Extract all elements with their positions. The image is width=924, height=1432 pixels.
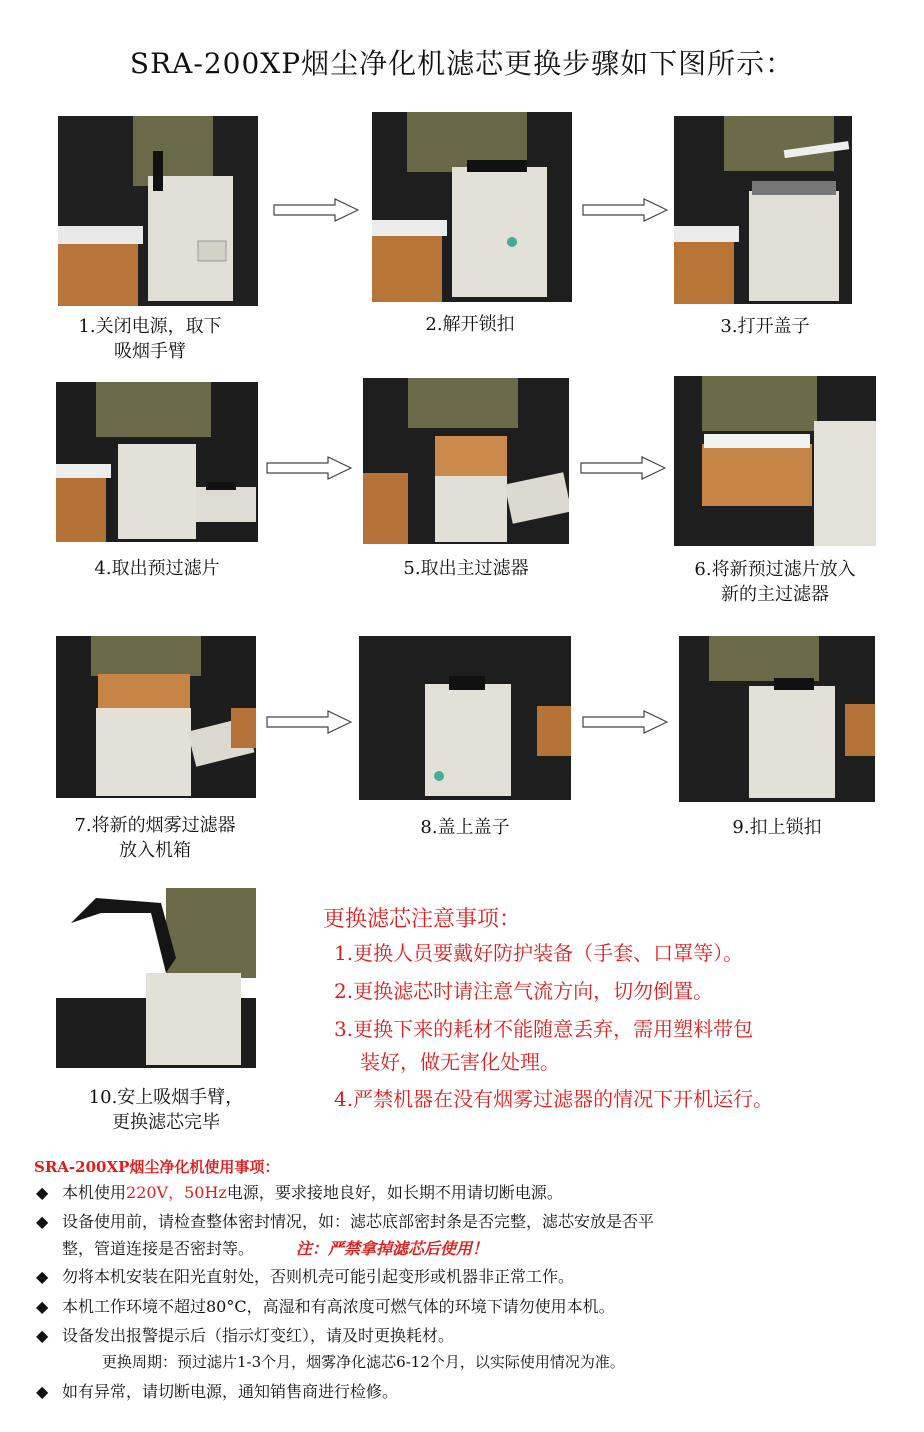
step-8-caption: 8.盖上盖子 — [420, 817, 510, 838]
step-7-caption: 7.将新的烟雾过滤器 放入机箱 — [74, 815, 236, 861]
arrow-right-icon — [266, 710, 352, 734]
note-3-continued: 装好，做无害化处理。 — [360, 1050, 560, 1074]
step-9-caption: 9.扣上锁扣 — [732, 817, 822, 838]
usage-item-5: ◆ 设备发出报警提示后（指示灯变红），请及时更换耗材。 — [36, 1326, 455, 1345]
diamond-bullet-icon: ◆ — [36, 1382, 49, 1401]
step-4-photo — [56, 382, 258, 542]
step-7-photo — [56, 636, 256, 798]
note-3: 3.更换下来的耗材不能随意丢弃，需用塑料带包 — [334, 1017, 754, 1041]
voltage-highlight: 220V，50Hz — [126, 1183, 227, 1202]
step-9-photo — [679, 636, 875, 802]
arrow-right-icon — [273, 198, 359, 222]
diamond-bullet-icon: ◆ — [36, 1297, 49, 1316]
usage-item-2-continued: 整，管道连接是否密封等。 注：严禁拿掉滤芯后使用！ — [62, 1239, 489, 1258]
note-1: 1.更换人员要戴好防护装备（手套、口罩等）。 — [334, 941, 744, 965]
step-6-photo — [674, 376, 876, 546]
page-title: SRA-200XP烟尘净化机滤芯更换步骤如下图所示： — [129, 47, 795, 80]
arrow-right-icon — [582, 198, 668, 222]
usage-title: SRA-200XP烟尘净化机使用事项： — [34, 1158, 280, 1176]
usage-item-2: ◆ 设备使用前，请检查整体密封情况，如：滤芯底部密封条是否完整，滤芯安放是否平 — [36, 1212, 655, 1231]
step-8-photo — [359, 636, 571, 800]
note-2: 2.更换滤芯时请注意气流方向，切勿倒置。 — [334, 979, 714, 1003]
warning-note: 注：严禁拿掉滤芯后使用！ — [296, 1239, 489, 1258]
arrow-right-icon — [580, 456, 666, 480]
notes-title: 更换滤芯注意事项： — [323, 907, 522, 932]
step-6-caption: 6.将新预过滤片放入 新的主过滤器 — [694, 559, 856, 605]
step-3-photo — [674, 116, 852, 304]
step-10-photo — [56, 888, 256, 1068]
step-4-caption: 4.取出预过滤片 — [94, 558, 220, 579]
step-2-caption: 2.解开锁扣 — [425, 314, 515, 335]
arrow-right-icon — [266, 456, 352, 480]
usage-item-3: ◆ 勿将本机安装在阳光直射处，否则机壳可能引起变形或机器非正常工作。 — [36, 1267, 575, 1286]
step-1-caption: 1.关闭电源，取下 吸烟手臂 — [78, 316, 222, 362]
step-5-caption: 5.取出主过滤器 — [403, 558, 529, 579]
usage-item-5-cycle: 更换周期：预过滤片1-3个月，烟雾净化滤芯6-12个月，以实际使用情况为准。 — [102, 1353, 625, 1371]
diamond-bullet-icon: ◆ — [36, 1267, 49, 1286]
diamond-bullet-icon: ◆ — [36, 1183, 49, 1202]
step-3-caption: 3.打开盖子 — [720, 316, 810, 337]
step-2-photo — [372, 112, 572, 302]
usage-item-6: ◆ 如有异常，请切断电源，通知销售商进行检修。 — [36, 1382, 399, 1401]
note-4: 4.严禁机器在没有烟雾过滤器的情况下开机运行。 — [334, 1087, 774, 1111]
usage-item-1: ◆ 本机使用220V，50Hz电源，要求接地良好，如长期不用请切断电源。 — [36, 1183, 563, 1202]
usage-item-4: ◆ 本机工作环境不超过80°C，高湿和有高浓度可燃气体的环境下请勿使用本机。 — [36, 1297, 615, 1316]
step-1-photo — [58, 116, 258, 306]
diamond-bullet-icon: ◆ — [36, 1212, 49, 1231]
step-5-photo — [363, 378, 569, 544]
diamond-bullet-icon: ◆ — [36, 1326, 49, 1345]
arrow-right-icon — [582, 710, 668, 734]
step-10-caption: 10.安上吸烟手臂， 更换滤芯完毕 — [88, 1087, 244, 1133]
